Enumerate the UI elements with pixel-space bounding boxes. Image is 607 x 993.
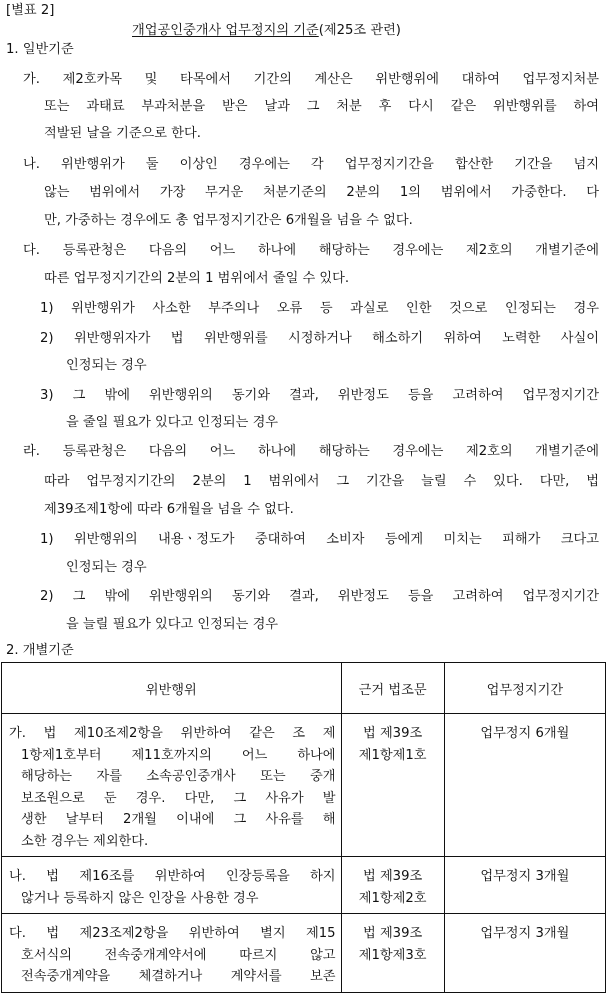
paragraph-line: 따른 업무정지기간의 2분의 1 범위에서 줄일 수 있다. [44,271,350,286]
section-heading-general: 1. 일반기준 [6,42,74,57]
table-row [2,914,606,993]
violation-cell [2,714,342,857]
column-header-basis: 근거 법조문 [341,663,444,714]
column-header-period: 업무정지기간 [444,663,605,714]
basis-cell [341,857,444,914]
table-row [2,714,606,857]
paragraph-line: 다. 등록관청은 다음의 어느 하나에 해당하는 경우에는 제2호의 개별기준에 [23,243,599,258]
paragraph-line: 가. 제2호카목 및 타목에서 기간의 계산은 위반행위에 대하여 업무정지처분 [23,72,599,87]
basis-cell [341,714,444,857]
cell-line: 호서식의 전속중개계약서에 따르지 않고 [21,947,336,963]
cell-line: 법 제39조 [363,926,423,941]
cell-line: 법 제39조 [363,726,423,741]
paragraph-line: 을 줄일 필요가 있다고 인정되는 경우 [66,415,279,430]
period-cell [444,857,605,914]
period-cell [444,914,605,993]
cell-line: 나. 법 제16조를 위반하여 인장등록을 하지 [9,869,336,884]
paragraph-line: 따라 업무정지기간의 2분의 1 범위에서 그 기간을 늘릴 수 있다. 다만, 법 [44,474,599,489]
column-header-violation: 위반행위 [2,663,342,714]
cell-line: 않거나 등록하지 않은 인장을 사용한 경우 [21,890,259,906]
paragraph-line: 인정되는 경우 [66,560,147,575]
paragraph-line: 또는 과태료 부과처분을 받은 날과 그 처분 후 다시 같은 위반행위를 하여 [44,99,599,114]
cell-line: 업무정지 6개월 [480,726,570,741]
paragraph-line: 적발된 날을 기준으로 한다. [44,126,201,141]
paragraph-line: 을 늘릴 필요가 있다고 인정되는 경우 [66,617,279,632]
cell-line: 보조원으로 둔 경우. 다만, 그 사유가 발 [21,790,336,806]
paragraph-line: 2) 그 밖에 위반행위의 동기와 결과, 위반정도 등을 고려하여 업무정지기간 [40,589,599,604]
cell-line: 해당하는 자를 소속공인중개사 또는 중개 [21,769,336,784]
paragraph-line: 만, 가중하는 경우에도 총 업무정지기간은 6개월을 넘을 수 없다. [44,213,413,228]
paragraph-line: 1) 위반행위가 사소한 부주의나 오류 등 과실로 인한 것으로 인정되는 경우 [40,301,599,316]
cell-line: 1항제1호부터 제11호까지의 어느 하나에 [21,747,336,763]
cell-line: 법 제39조 [363,869,423,884]
paragraph-line: 나. 위반행위가 둘 이상인 경우에는 각 업무정지기간을 합산한 기간을 넘지 [23,157,599,172]
paragraph-line: 인정되는 경우 [66,358,147,373]
table-header-row [2,663,606,714]
cell-line: 업무정지 3개월 [480,926,570,941]
document-title-main: 개업공인중개사 업무정지의 기준 [132,23,319,38]
cell-line: 가. 법 제10조제2항을 위반하여 같은 조 제 [9,726,336,741]
section-heading-individual: 2. 개별기준 [6,643,74,658]
cell-line: 제1항제3호 [358,947,427,963]
paragraph-line: 3) 그 밖에 위반행위의 동기와 결과, 위반정도 등을 고려하여 업무정지기간 [40,388,599,403]
cell-line: 제1항제2호 [358,890,427,906]
cell-line: 소한 경우는 제외한다. [21,833,149,849]
appendix-tag: [별표 2] [6,3,55,18]
document-title-suffix: (제25조 관련) [318,23,401,38]
document-title [132,22,401,40]
paragraph-line: 2) 위반행위자가 법 위반행위를 시정하거나 해소하기 위하여 노력한 사실이 [40,331,599,346]
paragraph-line: 라. 등록관청은 다음의 어느 하나에 해당하는 경우에는 제2호의 개별기준에 [23,444,599,459]
criteria-table [1,662,606,993]
basis-cell [341,914,444,993]
cell-line: 다. 법 제23조제2항을 위반하여 별지 제15 [9,926,336,941]
cell-line: 전속중개계약을 체결하거나 계약서를 보존 [21,969,336,984]
cell-line: 업무정지 3개월 [480,869,570,884]
paragraph-line: 제39조제1항에 따라 6개월을 넘을 수 없다. [44,502,294,517]
cell-line: 제1항제1호 [358,747,427,763]
cell-line: 생한 날부터 2개월 이내에 그 사유를 해 [21,812,336,827]
period-cell [444,714,605,857]
paragraph-line: 1) 위반행위의 내용ㆍ정도가 중대하여 소비자 등에게 미치는 피해가 크다고 [40,532,599,547]
violation-cell [2,857,342,914]
paragraph-line: 않는 범위에서 가장 무거운 처분기준의 2분의 1의 범위에서 가중한다. 다 [44,185,599,200]
violation-cell [2,914,342,993]
table-row [2,857,606,914]
